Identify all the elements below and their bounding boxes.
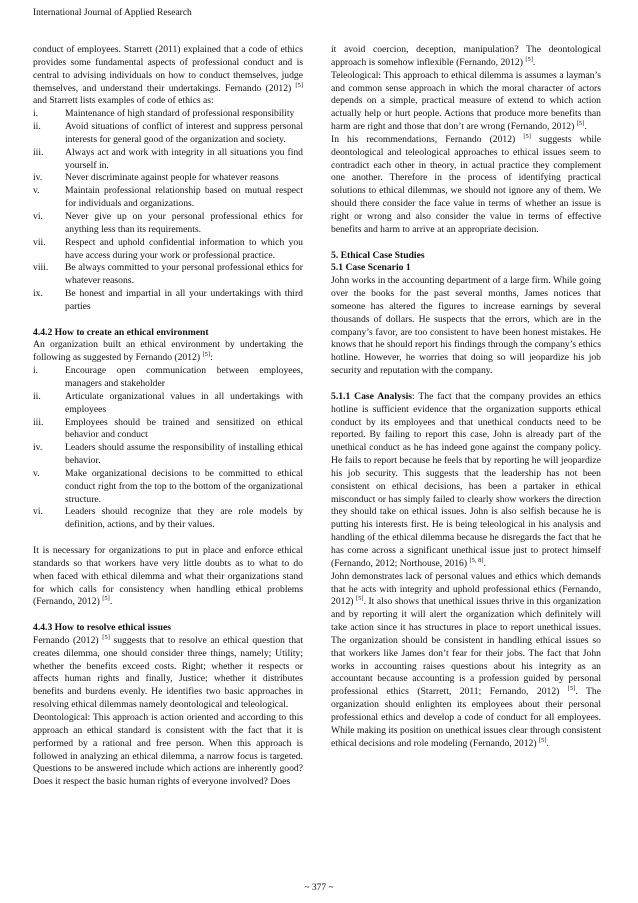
list-item-text: Never give up on your personal professional ethics for anything less than its requirements.	[65, 210, 303, 235]
list-item-text: Leaders should assume the responsibility of installing ethical behavior.	[65, 442, 303, 467]
list-item	[33, 506, 303, 532]
list-item	[33, 121, 303, 147]
list-item	[33, 211, 303, 237]
list-item	[33, 237, 303, 263]
list-item-text: Employees should be trained and sensitized on ethical behavior and conduct	[65, 416, 303, 441]
list-item	[33, 417, 303, 443]
list-item-number: vi.	[33, 506, 43, 518]
list-item	[33, 262, 303, 288]
list-item-number: ix.	[33, 288, 43, 300]
list-item-text: Respect and uphold confidential information to which you have access during your work or professional practice.	[65, 236, 303, 261]
list-item-text: Articulate organizational values in all undertakings with employees	[65, 390, 303, 415]
paragraph: Deontological: This approach is action oriented and according to this approach an ethical standard is consistent with the fact that it is performed by a rational and free person. When this approach is followed in analyzing an ethical dilemma, a narrow focus is targeted. Questions to be answered include which actions are inherently good? Does it respect the basic human rights of everyone involved? Does	[33, 712, 303, 788]
list-item-number: iii.	[33, 146, 44, 158]
ethical-environment-list	[33, 365, 303, 532]
paragraph: John works in the accounting department of a large firm. While going over the books for the past several months, James notices that someone has altered the figures to increase earnings by several thousands of dollars. He suspects that the errors, which are in the company’s favor, are too consistent to have been honest mistakes. He knows that he should report his findings through the company’s ethics hotline. However, he worries that doing so will jeopardize his job security and reputation with the company.	[331, 275, 601, 377]
list-item-text: Maintenance of high standard of professional responsibility	[65, 108, 295, 120]
list-item-text: Make organizational decisions to be committed to ethical conduct right from the top to the bottom of the organizational structure.	[65, 467, 303, 505]
list-item-text: Maintain professional relationship based on mutual respect for individuals and organizations.	[65, 185, 303, 210]
paragraph: An organization built an ethical environment by undertaking the following as suggested by Fernando (2012) [5]:	[33, 339, 303, 364]
list-item-text: Encourage open communication between employees, managers and stakeholder	[65, 365, 303, 389]
right-column	[331, 44, 601, 751]
section-heading: 4.4.3 How to resolve ethical issues	[33, 622, 172, 634]
paragraph: it avoid coercion, deception, manipulation? The deontological approach is somehow inflexible (Fernando, 2012) [5].	[331, 44, 601, 68]
list-item	[33, 288, 303, 314]
list-item-number: ii.	[33, 390, 41, 402]
list-item-number: viii.	[33, 262, 49, 274]
list-item	[33, 468, 303, 507]
paragraph: conduct of employees. Starrett (2011) explained that a code of ethics provides some fundamental aspects of professional conduct and is central to advising individuals on how to conduct themselves, judge themselves, and understand their undertakings. Fernando (2012) [5] and Starrett lists examples of code of ethics as:	[33, 44, 304, 107]
paragraph: In his recommendations, Fernando (2012) [5] suggests while deontological and teleological approaches to ethical issues seem to contradict each other in theory, in actual practice they complement one another. Therefore in the process of identifying practical solutions to ethical dilemmas, we should not ignore any of them. We should there consider the face value in terms of whether an issue is right or wrong and also consider the value in terms of effective benefits and harm to arrive at an appropriate decision.	[331, 132, 601, 235]
list-item	[33, 185, 303, 211]
paragraph: 5.1.1 Case Analysis: The fact that the company provides an ethics hotline is sufficient evidence that the organization supports ethical conduct by its employees and that unethical conducts need to be reported. By failing to report this case, John is already part of the unethical conduct as he has indeed gone against the company policy. He fails to report because he feels that by reporting he will jeopardize his job security. This suggests that the leadership has not been consistent on ethical decisions, has been a partaker in ethical misconduct or has simply failed to clearly show workers the direction they should take on ethical issues. John is also selfish because he is putting his interests first. He is being teleological in his analysis and handling of the ethical dilemma because he disregards the fact that he has come across a significant unethical issue just to protect himself (Fernando, 2012; Northouse, 2016) [5, 8].	[331, 390, 601, 569]
list-item-text: Be always committed to your personal professional ethics for whatever reasons.	[65, 262, 303, 287]
list-item-text: Leaders should recognize that they are role models by definition, actions, and by their values.	[65, 506, 303, 531]
list-item	[33, 108, 303, 121]
list-item-number: vi.	[33, 210, 43, 222]
list-item-number: i.	[33, 365, 39, 377]
list-item	[33, 147, 303, 173]
list-item-text: Always act and work with integrity in all situations you find yourself in.	[65, 146, 303, 171]
list-item	[33, 365, 303, 391]
list-item-number: v.	[33, 467, 40, 479]
paragraph: John demonstrates lack of personal values and ethics which demands that he acts with integrity and uphold professional ethics (Fernando, 2012) [5]. It also shows that unethical issues thrive in this organization and by reporting it will alert the organization which definitely will take action since it has structures in place to report unethical issues. The organization should be consistent in handling ethical issues so that workers like James don’t fear for their jobs. The fact that John works in accounting raises questions about his integrity as an accountant because accounting is a profession guided by personal professional ethics (Starrett, 2011; Fernando, 2012) [5]. The organization should enlighten its employees about their personal professional ethics and develop a code of conduct for all employees. While making its position on unethical issues clear through consistent ethical decisions and role modeling (Fernando, 2012) [5].	[331, 570, 601, 749]
code-of-ethics-list	[33, 108, 303, 314]
list-item	[33, 442, 303, 468]
list-item	[33, 172, 303, 185]
paragraph: Teleological: This approach to ethical dilemma is assumes a layman’s and common sense approach in which the moral character of actors depends on a simple, practical measure of extend to which action actually help or hurt people. Actions that produce more benefits than harm are right and those that don’t are wrong (Fernando, 2012) [5].	[331, 69, 601, 133]
left-column	[33, 44, 303, 789]
list-item-text: Avoid situations of conflict of interest and suppress personal interests for general good of the organization and society.	[65, 121, 303, 145]
list-item	[33, 391, 303, 417]
list-item-text: Never discriminate against people for whatever reasons	[65, 172, 279, 184]
page-number: ~ 377 ~	[304, 883, 334, 893]
list-item-number: vii.	[33, 236, 46, 248]
list-item-number: iv.	[33, 442, 43, 454]
paragraph: Fernando (2012) [5] suggests that to resolve an ethical question that creates dilemma, one should consider three things, namely; Utility; whether the benefits exceed costs. Right; whether it respects or affects human rights and finally, Justice; whether it distributes benefits and burdens evenly. He identifies two basic approaches in resolving ethical dilemmas namely deontological and teleological.	[33, 633, 304, 711]
list-item-text: Be honest and impartial in all your undertakings with third parties	[65, 288, 303, 312]
list-item-number: ii.	[33, 121, 41, 133]
list-item-number: iii.	[33, 416, 44, 428]
list-item-number: iv.	[33, 172, 43, 184]
list-item-number: v.	[33, 185, 40, 197]
section-heading: 5.1 Case Scenario 1	[331, 262, 411, 274]
list-item-number: i.	[33, 108, 39, 120]
section-heading: 5. Ethical Case Studies	[331, 249, 425, 261]
paragraph: It is necessary for organizations to put in place and enforce ethical standards so that workers have very little doubts as to what to do when faced with ethical dilemma and what their organizations stand for which calls for consistency when handling ethical problems (Fernando, 2012) [5].	[33, 545, 303, 608]
section-heading: 4.4.2 How to create an ethical environment	[33, 326, 209, 338]
journal-header: International Journal of Applied Research	[33, 8, 192, 18]
